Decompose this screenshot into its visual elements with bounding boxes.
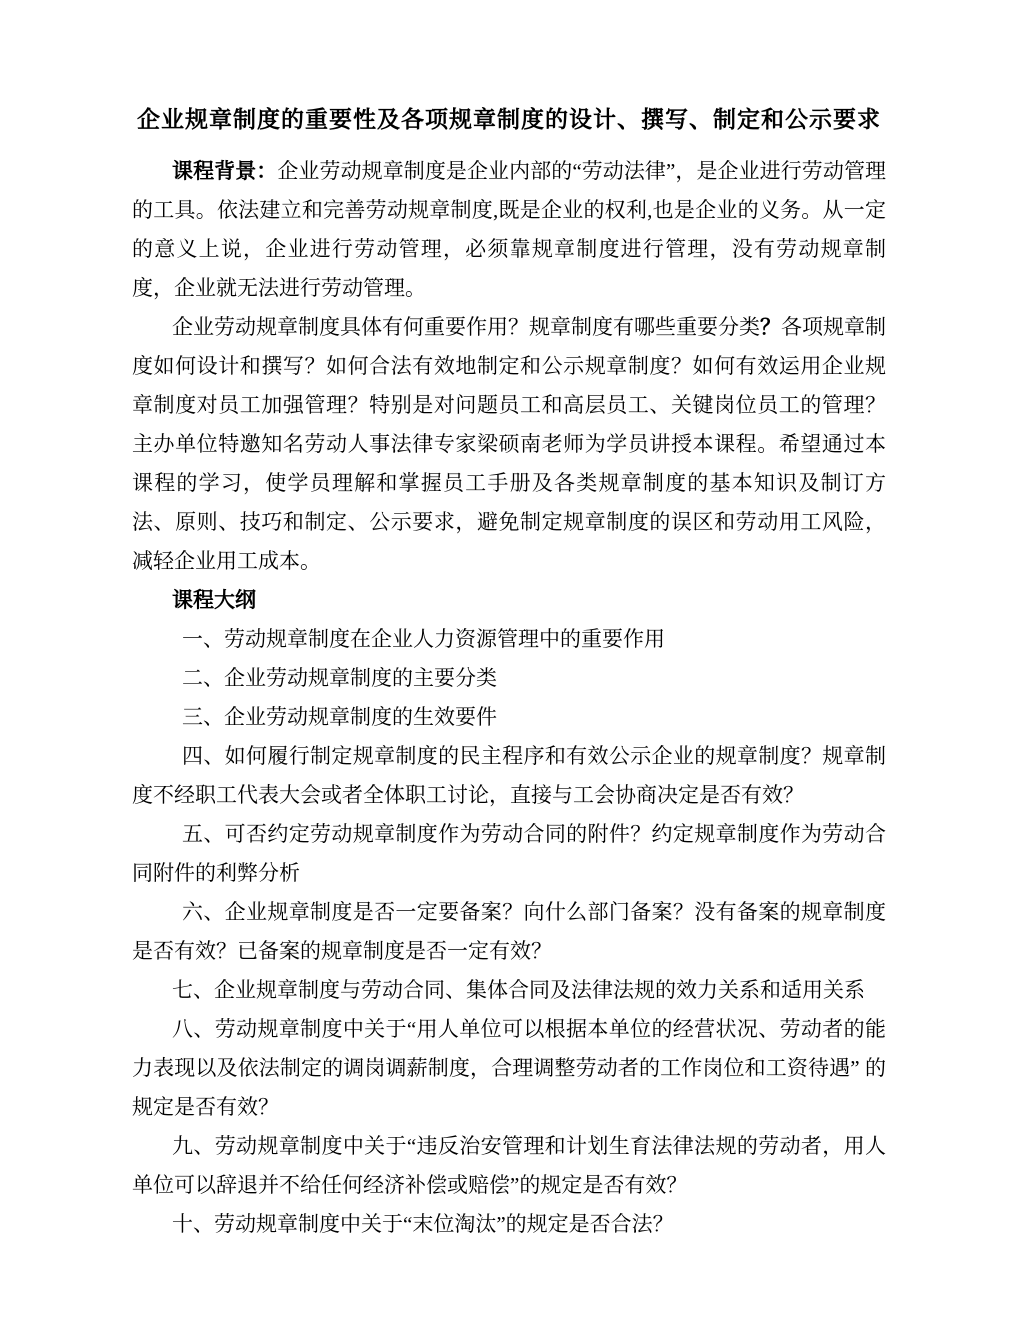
text-run: 三、企业劳动规章制度的生效要件 xyxy=(182,705,497,729)
bold-text-run: 课程背景： xyxy=(172,159,278,183)
outline-item xyxy=(132,659,886,698)
outline-item xyxy=(132,971,886,1010)
text-run: 企业劳动规章制度是企业内部的“劳动法律”，是企业进行劳动管理的工具。依法建立和完善劳动规章制度,既是企业的权利,也是企业的义务。从一定的意义上说，企业进行劳动管理，必须靠规章制度进行管理，没有劳动规章制度，企业就无法进行劳动管理。 xyxy=(132,159,887,300)
text-run: 九、劳动规章制度中关于“违反治安管理和计划生育法律法规的劳动者，用人单位可以辞退并不给任何经济补偿或赔偿”的规定是否有效？ xyxy=(132,1134,886,1197)
text-run: 一、劳动规章制度在企业人力资源管理中的重要作用 xyxy=(182,627,665,651)
paragraph xyxy=(132,152,886,308)
outline-item xyxy=(132,1205,886,1244)
outline-item xyxy=(132,1127,886,1205)
text-run: 五、可否约定劳动规章制度作为劳动合同的附件？约定规章制度作为劳动合同附件的利弊分析 xyxy=(132,822,886,885)
document-body xyxy=(132,152,886,1244)
outline-item xyxy=(132,698,886,737)
text-run: 十、劳动规章制度中关于“末位淘汰”的规定是否合法？ xyxy=(172,1212,674,1236)
text-run: 八、劳动规章制度中关于“用人单位可以根据本单位的经营状况、劳动者的能力表现以及依法制定的调岗调薪制度，合理调整劳动者的工作岗位和工资待遇” 的规定是否有效？ xyxy=(132,1017,886,1119)
outline-item xyxy=(132,1010,886,1127)
text-run: 六、企业规章制度是否一定要备案？向什么部门备案？没有备案的规章制度是否有效？已备案的规章制度是否一定有效？ xyxy=(132,900,886,963)
text-run: 二、企业劳动规章制度的主要分类 xyxy=(182,666,497,690)
text-run: 四、如何履行制定规章制度的民主程序和有效公示企业的规章制度？规章制度不经职工代表大会或者全体职工讨论，直接与工会协商决定是否有效？ xyxy=(132,744,886,807)
bold-text-run: 课程大纲 xyxy=(172,588,256,612)
outline-item xyxy=(132,815,886,893)
text-run: 各项规章制度如何设计和撰写？如何合法有效地制定和公示规章制度？如何有效运用企业规章制度对员工加强管理？特别是对问题员工和高层员工、关键岗位员工的管理？主办单位特邀知名劳动人事法律专家梁硕南老师为学员讲授本课程。希望通过本课程的学习，使学员理解和掌握员工手册及各类规章制度的基本知识及制订方法、原则、技巧和制定、公示要求，避免制定规章制度的误区和劳动用工风险，减轻企业用工成本。 xyxy=(132,315,886,573)
text-run: 企业劳动规章制度具体有何重要作用？规章制度有哪些重要分类 xyxy=(172,315,760,339)
outline-item xyxy=(132,620,886,659)
section-heading xyxy=(132,581,886,620)
outline-item xyxy=(132,737,886,815)
bold-text-run: ？ xyxy=(760,315,781,339)
paragraph xyxy=(132,308,886,581)
outline-item xyxy=(132,893,886,971)
text-run: 七、企业规章制度与劳动合同、集体合同及法律法规的效力关系和适用关系 xyxy=(172,978,865,1002)
document-title: 企业规章制度的重要性及各项规章制度的设计、撰写、制定和公示要求 xyxy=(137,107,881,132)
